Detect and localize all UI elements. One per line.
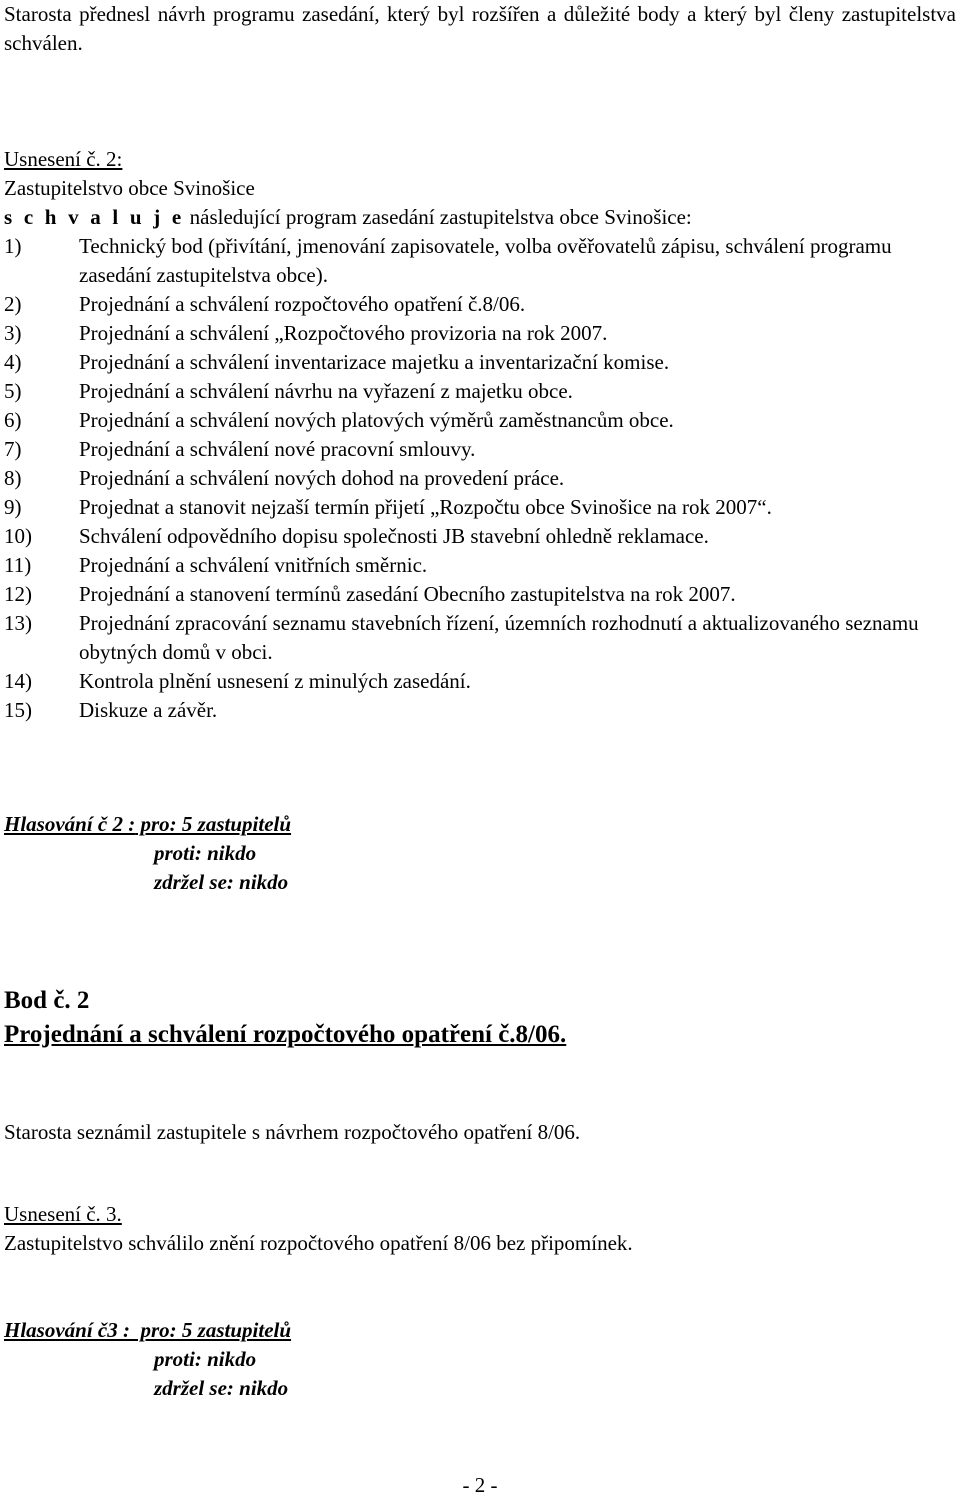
agenda-item-text: Projednání a schválení nových platových výměrů zaměstnancům obce. bbox=[79, 408, 674, 432]
agenda-item-number: 13) bbox=[4, 611, 32, 635]
agenda-item bbox=[4, 435, 956, 464]
resolution-3-body: Zastupitelstvo schválilo znění rozpočtového opatření 8/06 bez připomínek. bbox=[4, 1231, 633, 1255]
agenda-item-text: Projednání a schválení návrhu na vyřazení z majetku obce. bbox=[79, 379, 573, 403]
agenda-item-text: Kontrola plnění usnesení z minulých zasedání. bbox=[79, 669, 471, 693]
agenda-item-number: 10) bbox=[4, 524, 32, 548]
agenda-item-text: Schválení odpovědního dopisu společnosti JB stavební ohledně reklamace. bbox=[79, 524, 709, 548]
vote-3-for: pro: 5 zastupitelů bbox=[130, 1318, 292, 1342]
agenda-item-text: Projednání zpracování seznamu stavebních řízení, územních rozhodnutí a aktualizovaného seznamu obytných domů v obci. bbox=[79, 611, 919, 664]
agenda-item bbox=[4, 580, 956, 609]
resolution-3 bbox=[4, 1200, 633, 1258]
agenda-item-text: Projednání a schválení vnitřních směrnic. bbox=[79, 553, 428, 577]
agenda-item-text: Technický bod (přivítání, jmenování zapisovatele, volba ověřovatelů zápisu, schválení programu zasedání zastupitelstva obce). bbox=[79, 234, 892, 287]
agenda-item bbox=[4, 667, 956, 696]
approves-keyword: s c h v a l u j e bbox=[4, 205, 185, 229]
agenda-item bbox=[4, 522, 956, 551]
resolution-2 bbox=[4, 145, 956, 725]
vote-2-against: proti: nikdo bbox=[154, 841, 257, 865]
agenda-item bbox=[4, 493, 956, 522]
agenda-item-number: 14) bbox=[4, 669, 32, 693]
vote-3-label: Hlasování č3 : bbox=[4, 1318, 130, 1342]
vote-3-abstain: zdržel se: nikdo bbox=[154, 1376, 289, 1400]
agenda-item-number: 8) bbox=[4, 466, 22, 490]
agenda-item-number: 2) bbox=[4, 292, 22, 316]
agenda-item-number: 9) bbox=[4, 495, 22, 519]
agenda-item bbox=[4, 609, 956, 667]
agenda-item-number: 3) bbox=[4, 321, 22, 345]
agenda-item-text: Projednání a schválení nových dohod na provedení práce. bbox=[79, 466, 565, 490]
agenda-item-text: Projednání a schválení inventarizace majetku a inventarizační komise. bbox=[79, 350, 670, 374]
agenda-item bbox=[4, 232, 956, 290]
bod-2-title: Projednání a schválení rozpočtového opatření č.8/06. bbox=[4, 1021, 567, 1048]
agenda-item-number: 6) bbox=[4, 408, 22, 432]
bod-2-heading bbox=[4, 984, 566, 1052]
agenda-item-number: 1) bbox=[4, 234, 22, 258]
agenda-item-text: Projednání a stanovení termínů zasedání Obecního zastupitelstva na rok 2007. bbox=[79, 582, 736, 606]
agenda-item-text: Projednání a schválení nové pracovní smlouvy. bbox=[79, 437, 476, 461]
vote-2-line-for bbox=[4, 810, 291, 839]
agenda-item bbox=[4, 551, 956, 580]
resolution-3-title: Usnesení č. 3. bbox=[4, 1202, 122, 1226]
vote-3-against: proti: nikdo bbox=[154, 1347, 257, 1371]
bod-2-text: Starosta seznámil zastupitele s návrhem rozpočtového opatření 8/06. bbox=[4, 1120, 581, 1144]
agenda-item bbox=[4, 348, 956, 377]
resolution-2-approves bbox=[4, 203, 956, 232]
agenda-item bbox=[4, 377, 956, 406]
agenda-item bbox=[4, 319, 956, 348]
agenda-item-number: 4) bbox=[4, 350, 22, 374]
agenda-item bbox=[4, 406, 956, 435]
resolution-2-title: Usnesení č. 2: bbox=[4, 147, 123, 171]
resolution-2-body: Zastupitelstvo obce Svinošice bbox=[4, 176, 255, 200]
agenda-item bbox=[4, 696, 956, 725]
agenda-item-text: Projednat a stanovit nejzaší termín přijetí „Rozpočtu obce Svinošice na rok 2007“. bbox=[79, 495, 772, 519]
vote-3 bbox=[4, 1316, 291, 1403]
vote-3-line-for bbox=[4, 1316, 291, 1345]
vote-2-label: Hlasování č 2 : bbox=[4, 812, 136, 836]
bod-2-label: Bod č. 2 bbox=[4, 987, 90, 1014]
page-number: - 2 - bbox=[462, 1473, 498, 1497]
agenda-item-number: 5) bbox=[4, 379, 22, 403]
agenda-item bbox=[4, 290, 956, 319]
agenda-item-text: Diskuze a závěr. bbox=[79, 698, 218, 722]
agenda-item-number: 7) bbox=[4, 437, 22, 461]
agenda-item-text: Projednání a schválení „Rozpočtového provizoria na rok 2007. bbox=[79, 321, 608, 345]
agenda-item-number: 15) bbox=[4, 698, 32, 722]
agenda-item-number: 12) bbox=[4, 582, 32, 606]
vote-2-for: pro: 5 zastupitelů bbox=[135, 812, 292, 836]
intro-paragraph: Starosta přednesl návrh programu zasedání, který byl rozšířen a důležité body a který byl členy zastupitelstva schválen. bbox=[4, 2, 956, 55]
vote-2-abstain: zdržel se: nikdo bbox=[154, 870, 289, 894]
agenda-item-text: Projednání a schválení rozpočtového opatření č.8/06. bbox=[79, 292, 526, 316]
agenda-item-number: 11) bbox=[4, 553, 32, 577]
approves-rest: následující program zasedání zastupitelstva obce Svinošice: bbox=[184, 205, 692, 229]
agenda-item bbox=[4, 464, 956, 493]
agenda-list bbox=[4, 232, 956, 725]
vote-2 bbox=[4, 810, 291, 897]
